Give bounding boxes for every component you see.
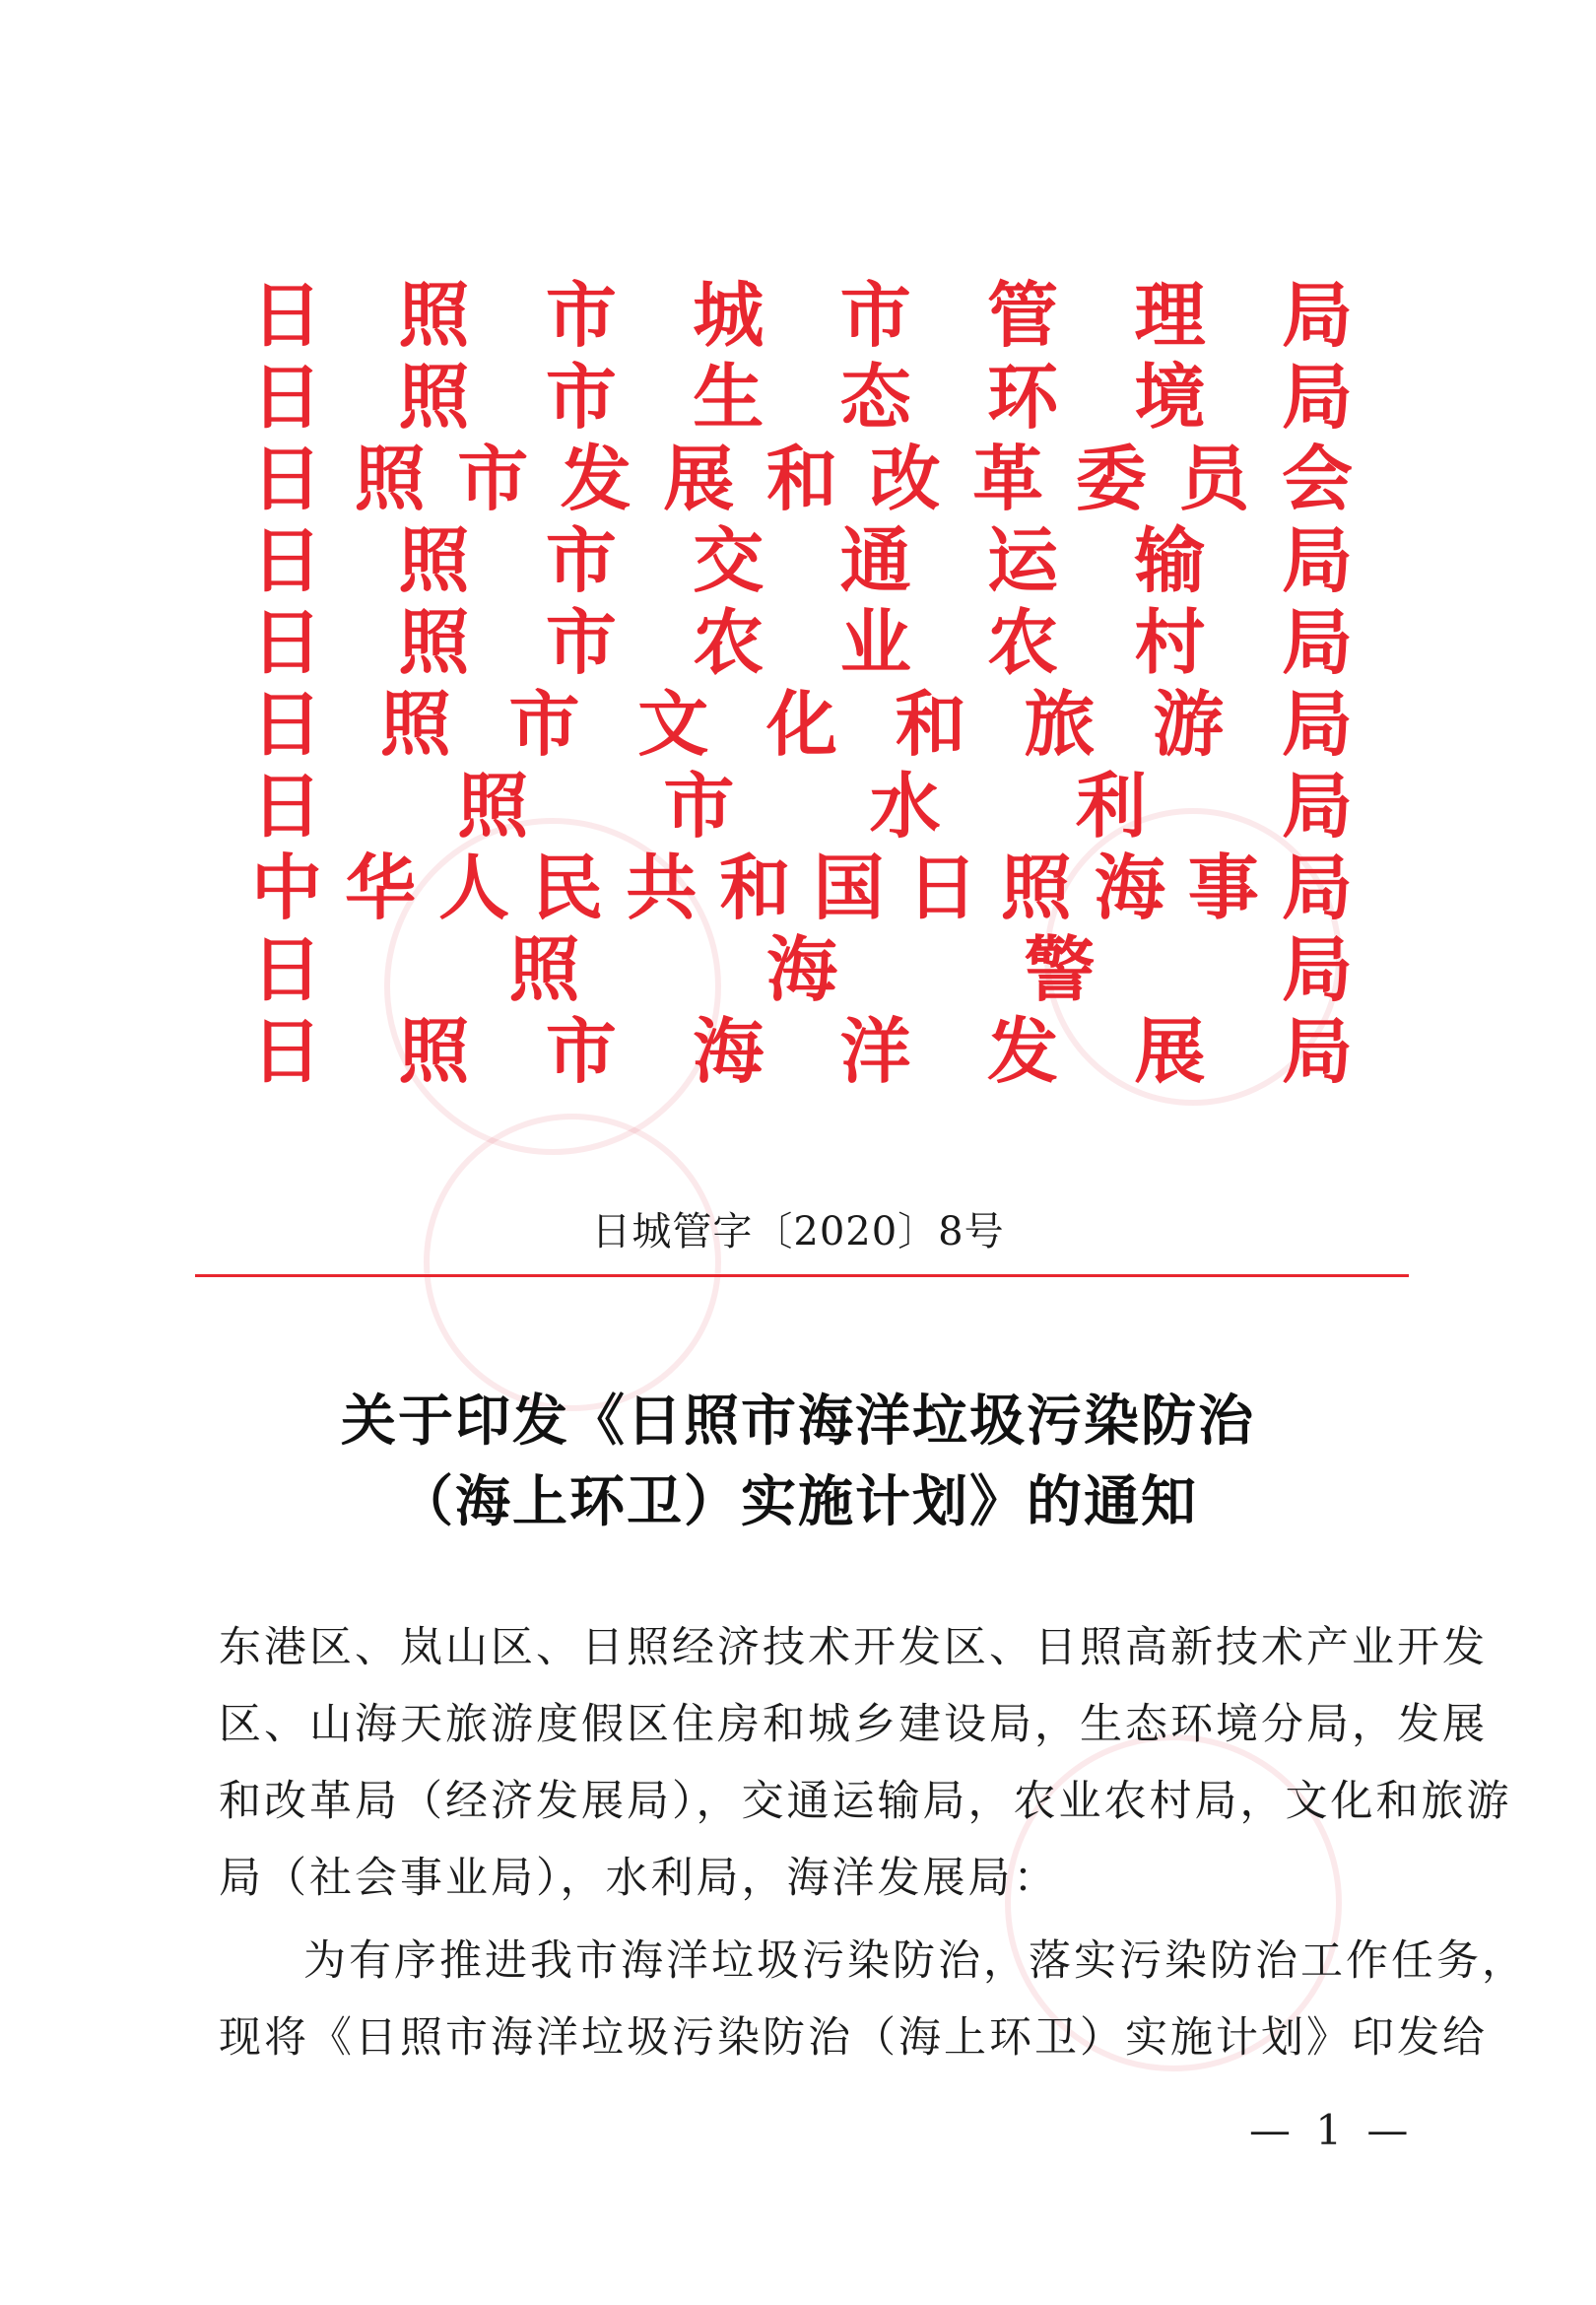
body-paragraph-line: 为有序推进我市海洋垃圾污染防治，落实污染防治工作任务，: [303, 1936, 1527, 1986]
agency-char: 展: [663, 437, 735, 520]
agency-row: [251, 438, 1353, 519]
agency-row: [251, 683, 1353, 765]
agency-char: 利: [1075, 764, 1147, 847]
agency-char: 境: [1134, 355, 1206, 439]
agency-row: [251, 601, 1353, 683]
agency-char: 局: [1281, 1009, 1353, 1093]
agency-char: 照: [354, 437, 426, 520]
agency-char: 市: [545, 518, 617, 602]
agency-char: 海: [693, 1009, 765, 1093]
agency-char: 共: [626, 846, 698, 929]
agency-char: 日: [251, 273, 323, 357]
recipients-line: 东港区、岚山区、日照经济技术开发区、日照高新技术产业开发: [219, 1623, 1488, 1672]
agency-char: 日: [251, 682, 323, 766]
page-number: — 1 —: [1249, 2106, 1415, 2154]
red-separator-line: [195, 1274, 1409, 1277]
agency-char: 中: [251, 846, 323, 929]
body-paragraph-line: 现将《日照市海洋垃圾污染防治（海上环卫）实施计划》印发给: [219, 2013, 1488, 2063]
agency-char: 民: [532, 846, 604, 929]
agency-char: 农: [987, 600, 1059, 684]
agency-char: 局: [1281, 355, 1353, 439]
agency-char: 旅: [1024, 682, 1096, 766]
agency-row: [251, 847, 1353, 928]
agency-char: 照: [398, 1009, 470, 1093]
agency-char: 管: [987, 273, 1059, 357]
agency-char: 城: [693, 273, 765, 357]
agency-char: 局: [1281, 518, 1353, 602]
agency-char: 和: [765, 437, 837, 520]
agency-char: 局: [1281, 273, 1353, 357]
agency-char: 局: [1281, 682, 1353, 766]
agency-char: 照: [379, 682, 451, 766]
document-number: 日城管字〔2020〕8号: [591, 1209, 1005, 1254]
agency-char: 改: [869, 437, 941, 520]
agency-char: 和: [895, 682, 966, 766]
recipients-line: 和改革局（经济发展局），交通运输局，农业农村局，文化和旅游: [219, 1777, 1512, 1826]
official-seal-stamp: [424, 1114, 721, 1411]
agency-char: 日: [251, 1009, 323, 1093]
agency-char: 态: [839, 355, 911, 439]
agency-char: 游: [1153, 682, 1225, 766]
agency-char: 交: [693, 518, 765, 602]
agency-char: 日: [251, 355, 323, 439]
agency-char: 日: [251, 437, 323, 520]
agency-char: 海: [765, 927, 837, 1011]
agency-char: 市: [545, 600, 617, 684]
agency-char: 展: [1134, 1009, 1206, 1093]
agency-char: 照: [398, 273, 470, 357]
agency-char: 日: [251, 600, 323, 684]
agency-char: 化: [765, 682, 837, 766]
agency-row: [251, 1010, 1353, 1092]
agency-char: 市: [457, 437, 529, 520]
agency-char: 局: [1281, 846, 1353, 929]
agency-char: 照: [398, 600, 470, 684]
agency-char: 通: [839, 518, 911, 602]
agency-char: 发: [987, 1009, 1059, 1093]
agency-char: 业: [839, 600, 911, 684]
agency-row: [251, 765, 1353, 847]
agency-char: 洋: [839, 1009, 911, 1093]
agency-char: 革: [972, 437, 1044, 520]
agency-char: 理: [1134, 273, 1206, 357]
agency-char: 市: [545, 1009, 617, 1093]
agency-char: 日: [251, 518, 323, 602]
agency-char: 日: [251, 927, 323, 1011]
agency-char: 员: [1178, 437, 1250, 520]
agency-char: 事: [1187, 846, 1259, 929]
agency-row: [251, 928, 1353, 1010]
document-title-line-1: 关于印发《日照市海洋垃圾污染防治: [341, 1390, 1255, 1454]
agency-row: [251, 274, 1353, 356]
agency-char: 和: [719, 846, 791, 929]
agency-char: 海: [1094, 846, 1165, 929]
recipients-line: 区、山海天旅游度假区住房和城乡建设局，生态环境分局，发展: [219, 1700, 1488, 1749]
agency-char: 市: [663, 764, 735, 847]
agency-char: 照: [508, 927, 580, 1011]
agency-char: 输: [1134, 518, 1206, 602]
agency-row: [251, 356, 1353, 438]
agency-char: 农: [693, 600, 765, 684]
document-title-line-2: （海上环卫）实施计划》的通知: [398, 1470, 1198, 1534]
agency-row: [251, 519, 1353, 601]
agency-char: 市: [545, 355, 617, 439]
agency-char: 市: [839, 273, 911, 357]
agency-char: 文: [637, 682, 709, 766]
agency-char: 日: [906, 846, 978, 929]
agency-char: 国: [813, 846, 885, 929]
agency-char: 会: [1281, 437, 1353, 520]
agency-char: 华: [345, 846, 417, 929]
agency-char: 运: [987, 518, 1059, 602]
agency-char: 警: [1024, 927, 1096, 1011]
agency-char: 发: [560, 437, 632, 520]
agency-char: 照: [1000, 846, 1072, 929]
issuing-agencies-header: [251, 274, 1353, 1092]
agency-char: 环: [987, 355, 1059, 439]
agency-char: 人: [438, 846, 510, 929]
agency-char: 局: [1281, 764, 1353, 847]
agency-char: 水: [869, 764, 941, 847]
agency-char: 日: [251, 764, 323, 847]
recipients-line: 局（社会事业局），水利局，海洋发展局：: [219, 1854, 1059, 1903]
agency-char: 生: [693, 355, 765, 439]
agency-char: 照: [398, 355, 470, 439]
agency-char: 局: [1281, 600, 1353, 684]
agency-char: 市: [545, 273, 617, 357]
agency-char: 照: [457, 764, 529, 847]
agency-char: 委: [1075, 437, 1147, 520]
agency-char: 市: [508, 682, 580, 766]
agency-char: 照: [398, 518, 470, 602]
agency-char: 局: [1281, 927, 1353, 1011]
agency-char: 村: [1134, 600, 1206, 684]
